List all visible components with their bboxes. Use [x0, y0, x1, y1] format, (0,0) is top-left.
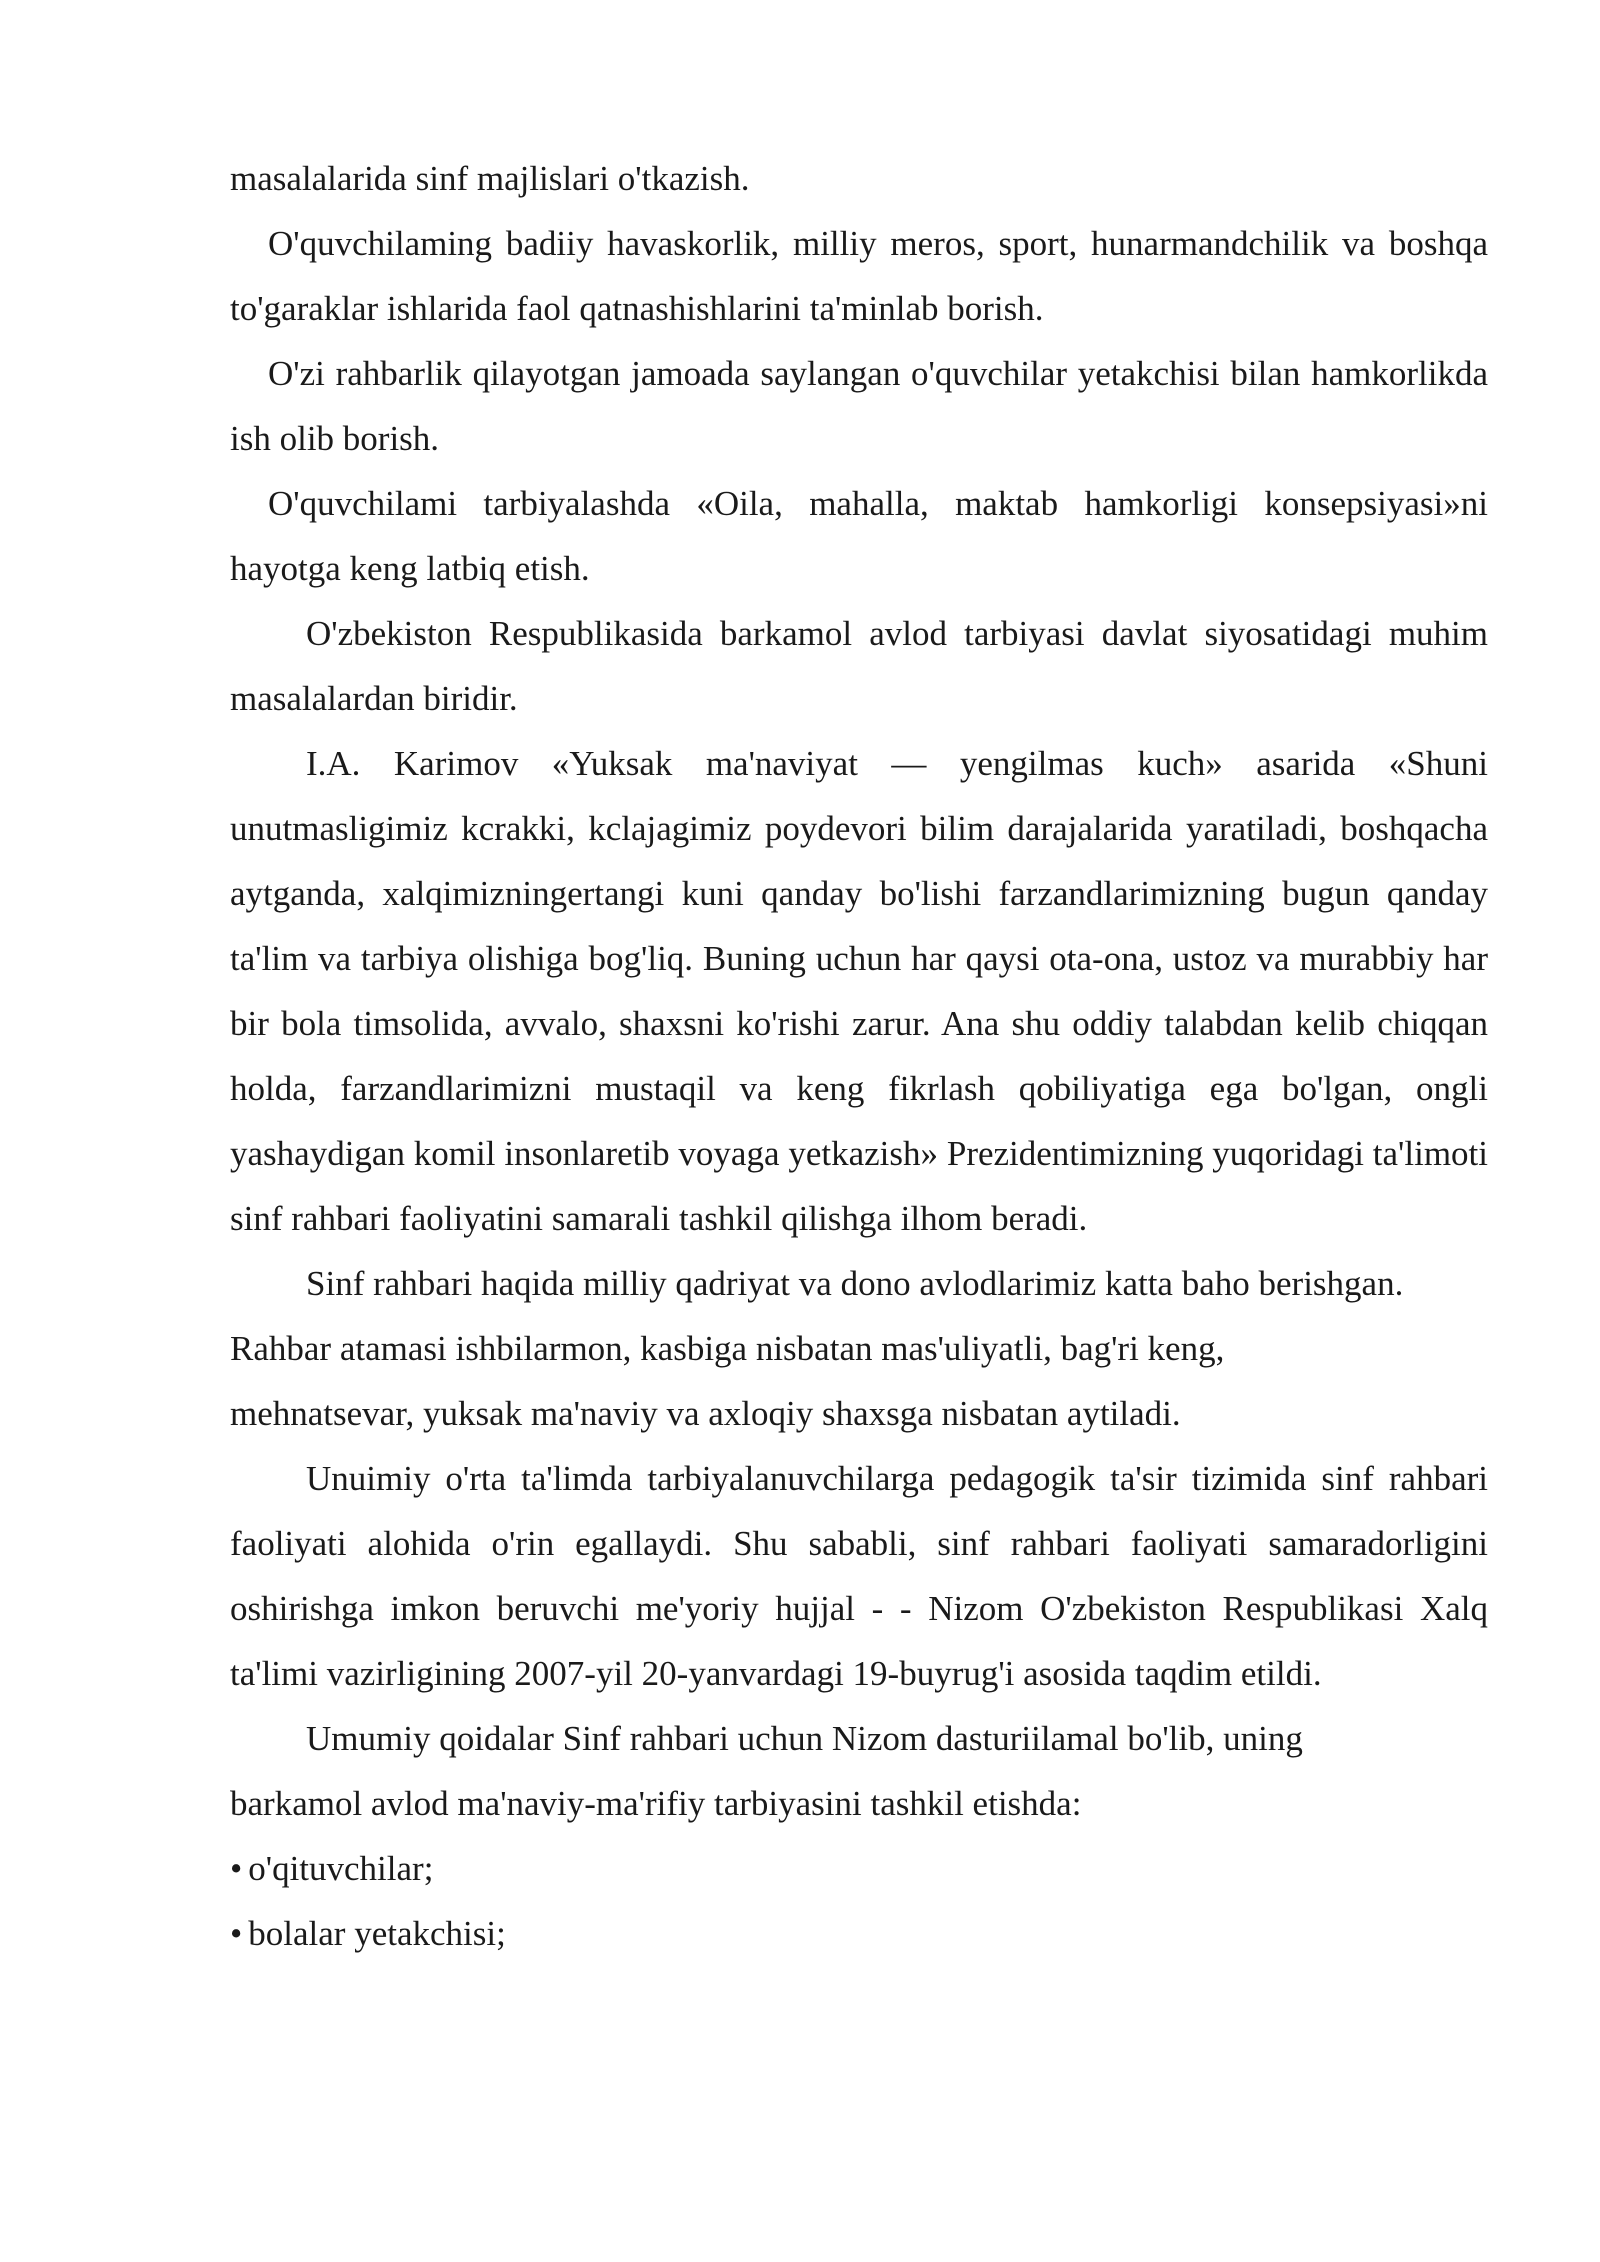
paragraph-leader-cooperation: O'zi rahbarlik qilayotgan jamoada saylangan o'quvchilar yetakchisi bilan hamkorlikda ish olib borish.	[230, 354, 1488, 458]
bullet-marker: •	[230, 1849, 243, 1888]
paragraph-quote: I.A. Karimov «Yuksak ma'naviyat — yengilmas kuch» asarida «Shuni unutmasligimiz kcrakki, kclajagimiz poydevori bilim darajalarida yaratiladi, boshqacha aytganda, xalqimizningertangi kuni qanday bo'lishi farzandlarimizning bugun qanday ta'lim va tarbiya olishiga bog'liq. Buning uchun har qaysi ota-ona, ustoz va murabbiy har bir bola timsolida, avvalo, shaxsni ko'rishi zarur. Ana shu oddiy talabdan kelib chiqqan holda, farzandlarimizni mustaqil va keng fikrlash qobiliyatiga ega bo'lgan, ongli yashaydigan komil insonlaretib voyaga yetkazish» Prezidentimizning yuqoridagi ta'limoti sinf rahbari faoliyatini samarali tashkil qilishga ilhom beradi.	[230, 744, 1488, 1238]
list-item-text: o'qituvchilar;	[248, 1849, 434, 1888]
paragraph-clubs: O'quvchilaming badiiy havaskorlik, milliy meros, sport, hunarmandchilik va boshqa to'garaklar ishlarida faol qatnashishlarini ta'minlab borish.	[230, 224, 1488, 328]
list-item	[230, 1836, 1488, 1901]
paragraph-state-policy: O'zbekiston Respublikasida barkamol avlod tarbiyasi davlat siyosatidagi muhim masalalardan biridir.	[230, 614, 1488, 718]
body-text	[230, 146, 1488, 1966]
list-item-text: bolalar yetakchisi;	[248, 1914, 506, 1953]
paragraph-term-line-2: mehnatsevar, yuksak ma'naviy va axloqiy shaxsga nisbatan aytiladi.	[230, 1394, 1181, 1433]
paragraph-general-rules-line-2: barkamol avlod ma'naviy-ma'rifiy tarbiyasini tashkil etishda:	[230, 1784, 1082, 1823]
bullet-marker: •	[230, 1914, 243, 1953]
paragraph-class-leader: Sinf rahbari haqida milliy qadriyat va dono avlodlarimiz katta baho berishgan.	[306, 1264, 1404, 1303]
paragraph-continuation: masalalarida sinf majlislari o'tkazish.	[230, 159, 750, 198]
list-item	[230, 1901, 1488, 1966]
paragraph-regulation: Unuimiy o'rta ta'limda tarbiyalanuvchilarga pedagogik ta'sir tizimida sinf rahbari faoliyati alohida o'rin egallaydi. Shu sababli, sinf rahbari faoliyati samaradorligini oshirishga imkon beruvchi me'yoriy hujjal - - Nizom O'zbekiston Respublikasi Xalq ta'limi vazirligining 2007-yil 20-yanvardagi 19-buyrug'i asosida taqdim etildi.	[230, 1459, 1488, 1693]
paragraph-general-rules-line-1: Umumiy qoidalar Sinf rahbari uchun Nizom dasturiilamal bo'lib, uning	[306, 1719, 1303, 1758]
paragraph-term-line-1: Rahbar atamasi ishbilarmon, kasbiga nisbatan mas'uliyatli, bag'ri keng,	[230, 1329, 1225, 1368]
paragraph-concept: O'quvchilami tarbiyalashda «Oila, mahalla, maktab hamkorligi konsepsiyasi»ni hayotga keng latbiq etish.	[230, 484, 1488, 588]
